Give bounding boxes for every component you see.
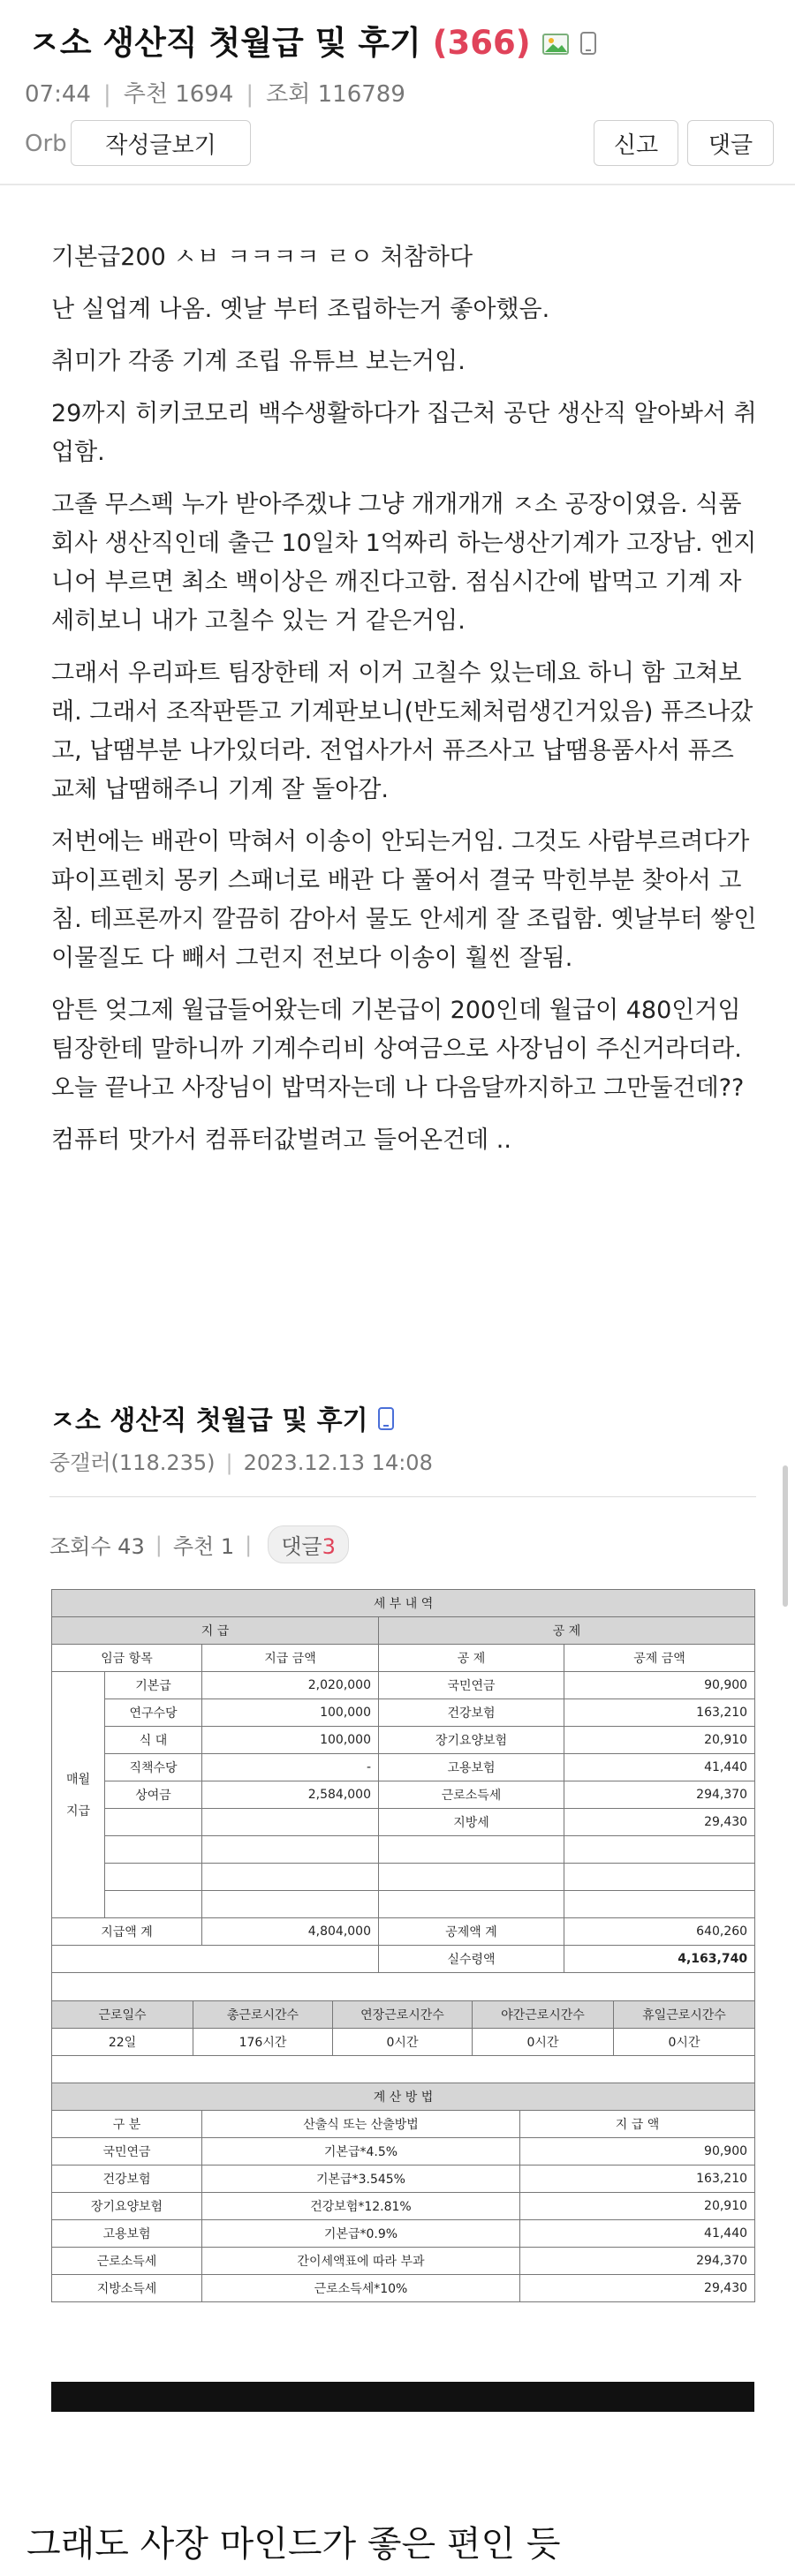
calc-formula: 근로소득세*10%: [202, 2275, 520, 2302]
post-time: 07:44: [25, 81, 91, 108]
work-header: 총근로시간수: [193, 2000, 333, 2028]
pay-item-name: 식 대: [105, 1727, 202, 1754]
calc-formula: 건강보험*12.81%: [202, 2193, 520, 2220]
paragraph: 기본급200 ㅅㅂ ㅋㅋㅋㅋ ㄹㅇ 처참하다: [51, 244, 473, 271]
pay-item-amount: 2,584,000: [202, 1781, 379, 1809]
calc-amount: 90,900: [520, 2138, 755, 2165]
col-deduct-amount: 공제 금액: [564, 1645, 755, 1672]
post-title-row: [28, 16, 597, 64]
calc-col: 지 급 액: [520, 2111, 755, 2138]
calc-name: 장기요양보험: [52, 2193, 202, 2220]
paragraph: 컴퓨터 맛가서 컴퓨터값벌려고 들어온건데 ..: [51, 1126, 511, 1154]
calc-col: 산출식 또는 산출방법: [202, 2111, 520, 2138]
deduct-item-name: 지방세: [379, 1809, 564, 1836]
pay-item-name: 기본급: [105, 1672, 202, 1699]
section-title: 세 부 내 역: [52, 1590, 755, 1617]
deduct-total: 640,260: [564, 1918, 755, 1946]
calc-amount: 294,370: [520, 2248, 755, 2275]
calc-amount: 163,210: [520, 2165, 755, 2193]
deduct-item-name: 장기요양보험: [379, 1727, 564, 1754]
post-body: [51, 238, 758, 1173]
pay-item-name: 상여금: [105, 1781, 202, 1809]
work-header: 휴일근로시간수: [614, 2000, 755, 2028]
deduct-header: 공 제: [379, 1617, 755, 1645]
calc-name: 건강보험: [52, 2165, 202, 2193]
paragraph: 저번에는 배관이 막혀서 이송이 안되는거임. 그것도 사람부르려다가 파이프렌치 몽키 스패너로 배관 다 풀어서 결국 막힌부분 찾아서 고침. 테프론까지 깔끔히 감아서 물도 안세게 잘 조립함. 옛날부터 쌓인 이물질도 다 빼서 그런지 전보다 이송이 훨씬 잘됨.: [51, 828, 757, 972]
deduct-item-amount: 294,370: [564, 1781, 755, 1809]
deduct-item-amount: 29,430: [564, 1809, 755, 1836]
mobile-icon: [579, 26, 597, 64]
embed-datetime: 2023.12.13 14:08: [243, 1450, 433, 1475]
calc-formula: 기본급*0.9%: [202, 2220, 520, 2248]
work-header: 연장근로시간수: [333, 2000, 473, 2028]
pay-header: 지 급: [52, 1617, 379, 1645]
deduct-item-amount: 41,440: [564, 1754, 755, 1781]
paragraph: 암튼 엊그제 월급들어왔는데 기본급이 200인데 월급이 480인거임 팀장한테 말하니까 기계수리비 상여금으로 사장님이 주신거라더라. 오늘 끝나고 사장님이 밥먹자는데 나 다음달까지하고 그만둘건데??: [51, 997, 745, 1102]
image-icon: [542, 26, 569, 64]
calc-amount: 41,440: [520, 2220, 755, 2248]
work-header: 근로일수: [52, 2000, 193, 2028]
deduct-total-label: 공제액 계: [379, 1918, 564, 1946]
pay-item-name: 직책수당: [105, 1754, 202, 1781]
deduct-item-name: 고용보험: [379, 1754, 564, 1781]
pay-item-amount: 100,000: [202, 1727, 379, 1754]
post-views: 조회 116789: [266, 81, 405, 108]
comment-button[interactable]: 댓글: [687, 120, 774, 166]
work-value: 0시간: [473, 2028, 614, 2055]
paragraph: 29까지 히키코모리 백수생활하다가 집근처 공단 생산직 알아봐서 취업함.: [51, 400, 757, 466]
work-hours-table: [51, 2000, 755, 2083]
deduct-item-name: 근로소득세: [379, 1781, 564, 1809]
pay-item-name: 연구수당: [105, 1699, 202, 1727]
paragraph: 취미가 각종 기계 조립 유튜브 보는거임.: [51, 348, 466, 375]
pay-item-amount: 100,000: [202, 1699, 379, 1727]
payslip: [51, 1589, 754, 2302]
embed-stats: 조회수 43 | 추천 1 | 댓글3: [49, 1525, 349, 1563]
report-button[interactable]: 신고: [594, 120, 678, 166]
calc-name: 국민연금: [52, 2138, 202, 2165]
paragraph: 고졸 무스펙 누가 받아주겠냐 그냥 개개개개 ㅈ소 공장이였음. 식품회사 생산직인데 출근 10일차 1억짜리 하는생산기계가 고장남. 엔지니어 부르면 최소 백이상은 깨진다고함. 점심시간에 밥먹고 기계 자세히보니 내가 고칠수 있는 거 같은거임.: [51, 491, 757, 635]
paragraph: 난 실업계 나옴. 옛날 부터 조립하는거 좋아했음.: [51, 296, 550, 323]
work-header: 야간근로시간수: [473, 2000, 614, 2028]
embed-author: 중갤러(118.235): [49, 1450, 216, 1475]
work-value: 22일: [52, 2028, 193, 2055]
header-divider: [0, 184, 795, 185]
pay-item-amount: -: [202, 1754, 379, 1781]
view-posts-button[interactable]: 작성글보기: [71, 120, 251, 166]
deduct-item-name: 국민연금: [379, 1672, 564, 1699]
deduct-item-amount: 20,910: [564, 1727, 755, 1754]
footer-comment: 그래도 사장 마인드가 좋은 편인 듯: [26, 2524, 561, 2565]
embed-title: ㅈ소 생산직 첫월급 및 후기: [49, 1398, 395, 1438]
calc-title: 계 산 방 법: [52, 2083, 755, 2111]
work-value: 0시간: [614, 2028, 755, 2055]
work-value: 0시간: [333, 2028, 473, 2055]
col-deduct-item: 공 제: [379, 1645, 564, 1672]
embed-views: 조회수 43: [49, 1534, 145, 1559]
comment-count[interactable]: (366): [432, 24, 531, 62]
calc-table: [51, 2083, 755, 2302]
pay-total: 4,804,000: [202, 1918, 379, 1946]
calc-formula: 간이세액표에 따라 부과: [202, 2248, 520, 2275]
embed-comment-badge[interactable]: 댓글3: [268, 1525, 349, 1563]
monthly-label: 매월 지급: [52, 1672, 105, 1918]
calc-name: 지방소득세: [52, 2275, 202, 2302]
calc-amount: 20,910: [520, 2193, 755, 2220]
redaction-bar: [51, 2382, 754, 2412]
deduct-item-amount: 90,900: [564, 1672, 755, 1699]
net-amount: 4,163,740: [564, 1946, 755, 1973]
embed-recommend: 추천 1: [172, 1534, 235, 1559]
col-pay-amount: 지급 금액: [202, 1645, 379, 1672]
calc-formula: 기본급*4.5%: [202, 2138, 520, 2165]
post-meta: 07:44 | 추천 1694 | 조회 116789: [25, 81, 405, 108]
payslip-table: [51, 1589, 755, 2000]
mobile-icon: [377, 1406, 395, 1438]
deduct-item-amount: 163,210: [564, 1699, 755, 1727]
author-row: [25, 120, 770, 173]
calc-amount: 29,430: [520, 2275, 755, 2302]
work-value: 176시간: [193, 2028, 333, 2055]
calc-formula: 기본급*3.545%: [202, 2165, 520, 2193]
author-name[interactable]: Orb: [25, 131, 67, 157]
net-label: 실수령액: [379, 1946, 564, 1973]
calc-col: 구 분: [52, 2111, 202, 2138]
calc-name: 근로소득세: [52, 2248, 202, 2275]
col-pay-item: 임금 항목: [52, 1645, 202, 1672]
embed-meta: 중갤러(118.235) | 2023.12.13 14:08: [49, 1450, 433, 1475]
paragraph: 그래서 우리파트 팀장한테 저 이거 고칠수 있는데요 하니 함 고쳐보래. 그래서 조작판뜯고 기계판보니(반도체처럼생긴거있음) 퓨즈나갔고, 납땜부분 나가있더라. 전업사가서 퓨즈사고 납땜용품사서 퓨즈 교체 납땜해주니 기계 잘 돌아감.: [51, 659, 753, 803]
pay-item-amount: 2,020,000: [202, 1672, 379, 1699]
embed-divider: [49, 1496, 756, 1497]
post-title: ㅈ소 생산직 첫월급 및 후기: [28, 24, 421, 62]
post-recommend: 추천 1694: [123, 81, 234, 108]
calc-name: 고용보험: [52, 2220, 202, 2248]
deduct-item-name: 건강보험: [379, 1699, 564, 1727]
scrollbar-thumb[interactable]: [783, 1465, 788, 1607]
pay-total-label: 지급액 계: [52, 1918, 202, 1946]
